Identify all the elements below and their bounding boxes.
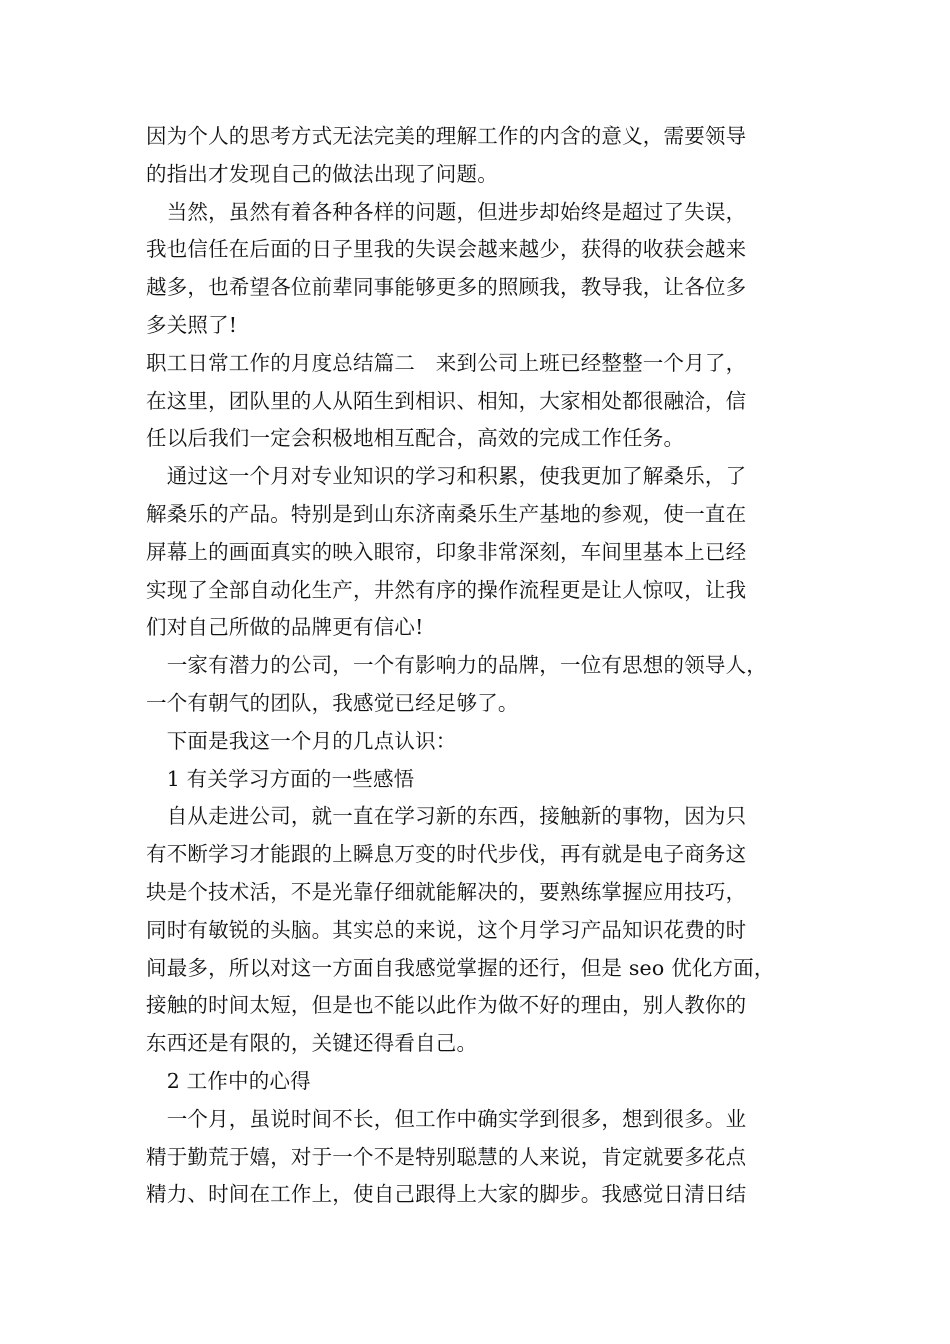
text-line: 精于勤荒于嬉，对于一个不是特别聪慧的人来说，肯定就要多花点 [146, 1144, 747, 1169]
text-line: 任以后我们一定会积极地相互配合，高效的完成工作任务。 [146, 426, 685, 451]
text-line: 解桑乐的产品。特别是到山东济南桑乐生产基地的参观，使一直在 [146, 501, 747, 526]
text-line: 因为个人的思考方式无法完美的理解工作的内含的意义，需要领导 [146, 124, 747, 148]
text-line: 越多，也希望各位前辈同事能够更多的照顾我，教导我，让各位多 [146, 275, 747, 300]
text-line: 间最多，所以对这一方面自我感觉掌握的还行，但是 seo 优化方面， [146, 955, 775, 980]
text-line: 一个月，虽说时间不长，但工作中确实学到很多，想到很多。业 [146, 1106, 747, 1131]
document-body [146, 118, 818, 1214]
section-heading-line: 职工日常工作的月度总结篇二 来到公司上班已经整整一个月了， [146, 350, 747, 375]
text-line: 有不断学习才能跟的上瞬息万变的时代步伐，再有就是电子商务这 [146, 842, 747, 867]
text-line: 接触的时间太短，但是也不能以此作为做不好的理由，别人教你的 [146, 993, 747, 1018]
text-line: 一个有朝气的团队，我感觉已经足够了。 [146, 690, 519, 715]
text-line: 我也信任在后面的日子里我的失误会越来越少，获得的收获会越来 [146, 237, 747, 262]
text-line: 一家有潜力的公司，一个有影响力的品牌，一位有思想的领导人， [146, 653, 767, 678]
subheading-line: 1 有关学习方面的一些感悟 [146, 766, 415, 791]
text-line: 当然，虽然有着各种各样的问题，但进步却始终是超过了失误， [146, 199, 747, 224]
text-line: 的指出才发现自己的做法出现了问题。 [146, 161, 498, 186]
text-line: 实现了全部自动化生产，井然有序的操作流程更是让人惊叹，让我 [146, 577, 747, 602]
text-line: 同时有敏锐的头脑。其实总的来说，这个月学习产品知识花费的时 [146, 917, 747, 942]
text-line: 多关照了! [146, 312, 238, 337]
text-line: 东西还是有限的，关键还得看自己。 [146, 1031, 478, 1056]
text-line: 屏幕上的画面真实的映入眼帘，印象非常深刻，车间里基本上已经 [146, 539, 747, 564]
text-line: 在这里，团队里的人从陌生到相识、相知，大家相处都很融洽，信 [146, 388, 747, 413]
text-line: 们对自己所做的品牌更有信心! [146, 615, 424, 640]
text-line: 块是个技术活，不是光靠仔细就能解决的，要熟练掌握应用技巧， [146, 879, 747, 904]
text-line: 通过这一个月对专业知识的学习和积累，使我更加了解桑乐，了 [146, 464, 747, 489]
subheading-line: 2 工作中的心得 [146, 1068, 311, 1093]
text-line: 自从走进公司，就一直在学习新的东西，接触新的事物，因为只 [146, 804, 747, 829]
text-line: 精力、时间在工作上，使自己跟得上大家的脚步。我感觉日清日结 [146, 1182, 747, 1207]
text-line: 下面是我这一个月的几点认识： [146, 728, 457, 753]
